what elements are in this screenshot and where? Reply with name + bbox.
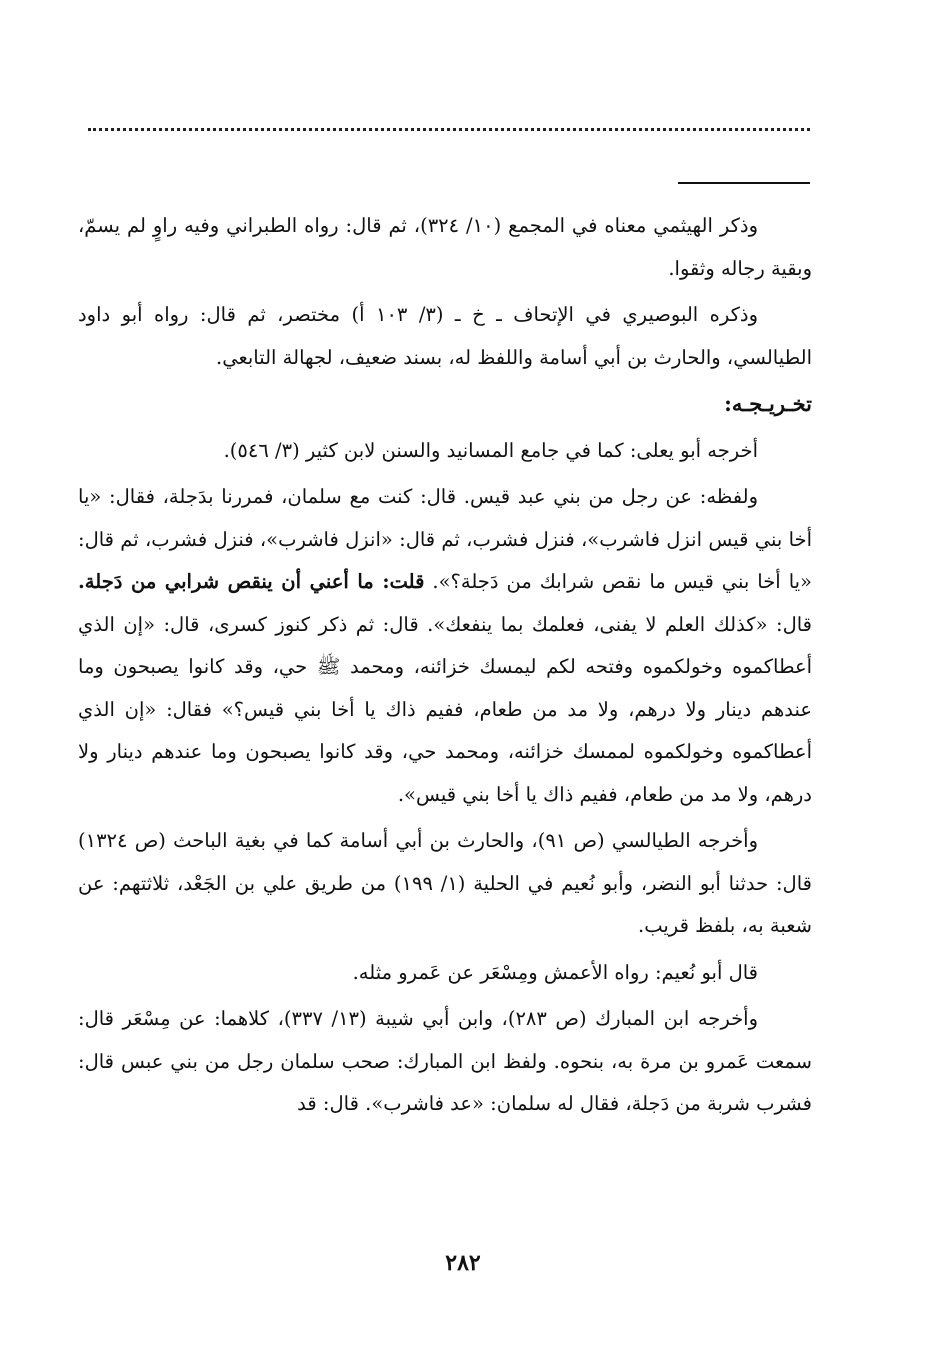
footnote-separator-line bbox=[678, 182, 810, 184]
page-body bbox=[78, 205, 812, 1130]
paragraph-abu-yala: أخرجه أبو يعلى: كما في جامع المسانيد والسنن لابن كثير (٣/ ٥٤٦). bbox=[223, 438, 758, 462]
paragraph-hadith-text bbox=[78, 476, 812, 816]
hadith-text-bold-phrase: قلت: ما أعني أن ينقص شرابي من دَجلة. bbox=[78, 570, 425, 593]
paragraph-ibn-mubarak: وأخرجه ابن المبارك (ص ٢٨٣)، وابن أبي شيبة (١٣/ ٣٣٧)، كلاهما: عن مِسْعَر قال: سمعت عَمرو بن مرة به، بنحوه. ولفظ ابن المبارك: صحب سلمان رجل من بني عبس قال: فشرب شربة من دَجلة، فقال له سلمان: «عد فاشرب». قال: قد bbox=[78, 1007, 812, 1115]
page-number: ٢٨٢ bbox=[445, 1250, 481, 1276]
paragraph-haythami: وذكر الهيثمي معناه في المجمع (١٠/ ٣٢٤)، ثم قال: رواه الطبراني وفيه راوٍ لم يسمّ، وبقية رجاله وثقوا. bbox=[78, 214, 812, 280]
paragraph-abu-nuaym: قال أبو نُعيم: رواه الأعمش ومِسْعَر عن عَمرو مثله. bbox=[352, 960, 758, 984]
hadith-text-part1: ولفظه: عن رجل من بني عبد قيس. قال: كنت مع سلمان، فمررنا بدَجلة، فقال: «يا أخا بني قيس انزل فاشرب»، فنزل فشرب، ثم قال: «انزل فاشرب»، فنزل فشرب، ثم قال: «يا أخا بني قيس ما نقص شرابك من دَجلة؟». bbox=[78, 485, 812, 593]
top-dotted-divider bbox=[88, 128, 810, 131]
paragraph-tayalisi: وأخرجه الطيالسي (ص ٩١)، والحارث بن أبي أسامة كما في بغية الباحث (ص ١٣٢٤) قال: حدثنا أبو النضر، وأبو نُعيم في الحلية (١/ ١٩٩) من طريق علي بن الجَعْد، ثلاثتهم: عن شعبة به، بلفظ قريب. bbox=[78, 829, 812, 937]
paragraph-busiri: وذكره البوصيري في الإتحاف ـ خ ـ (٣/ ١٠٣ أ) مختصر، ثم قال: رواه أبو داود الطيالسي، والحارث بن أبي أسامة واللفظ له، بسند ضعيف، لجهالة التابعي. bbox=[78, 303, 812, 369]
hadith-text-part2: قال: «كذلك العلم لا يفنى، فعلمك بما ينفعك». قال: ثم ذكر كنوز كسرى، قال: «إن الذي أعطاكموه وخولكموه وفتحه لكم ليمسك خزائنه، ومحمد ﷺ حي، وقد كانوا يصبحون وما عندهم دينار ولا درهم، ولا مد من طعام، ففيم ذاك يا أخا بني قيس؟» فقال: «إن الذي أعطاكموه وخولكموه لممسك خزائنه، ومحمد حي، وقد كانوا يصبحون وما عندهم دينار ولا درهم، ولا مد من طعام، ففيم ذاك يا أخا بني قيس». bbox=[78, 612, 812, 806]
section-heading-takhrij: تخـريـجـه: bbox=[724, 391, 812, 416]
